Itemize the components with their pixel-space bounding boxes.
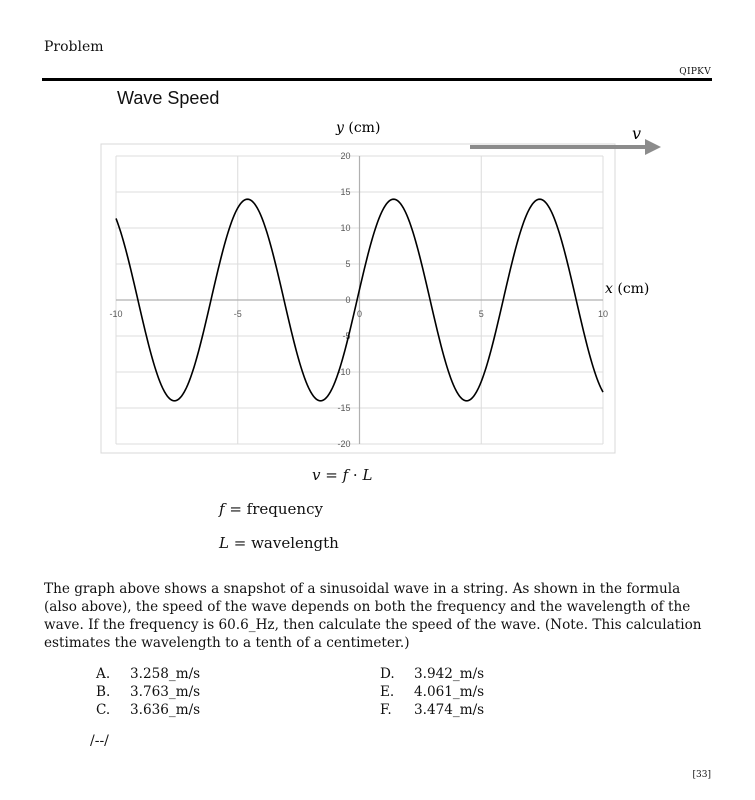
x-tick-label: -5 xyxy=(233,309,242,319)
wave-chart xyxy=(0,110,755,465)
y-tick-label: -10 xyxy=(337,367,351,377)
y-tick-label: -20 xyxy=(337,439,351,449)
frequency-definition: f = frequency xyxy=(219,500,323,518)
problem-statement: The graph above shows a snapshot of a sinusoidal wave in a string. As shown in the formula (also above), the speed of the wave depends on both the frequency and the wavelength of the wave. If the frequency is 60.6_Hz, then calculate the speed of the wave. (Note. This calculation estimates the wavelength to a tenth of a centimeter.) xyxy=(44,581,702,651)
y-tick-label: 10 xyxy=(340,223,351,233)
y-axis-label: y (cm) xyxy=(336,120,381,136)
section-header: Problem xyxy=(44,39,104,55)
answer-mark: /--/ xyxy=(90,733,109,749)
x-tick-label: 10 xyxy=(597,309,609,319)
y-tick-label: 20 xyxy=(340,151,351,161)
x-axis-label: x (cm) xyxy=(605,281,650,297)
x-tick-label: 0 xyxy=(356,309,363,319)
y-tick-label: 0 xyxy=(345,295,351,305)
page-number: [33] xyxy=(692,770,711,780)
problem-title: Wave Speed xyxy=(117,88,220,108)
x-tick-label: 5 xyxy=(478,309,484,319)
wavelength-definition: L = wavelength xyxy=(219,534,339,552)
velocity-label: v xyxy=(632,124,642,143)
x-tick-label: -10 xyxy=(109,309,123,319)
y-tick-label: 5 xyxy=(345,259,351,269)
problem-code: QIPKV xyxy=(679,67,711,77)
y-tick-label: -5 xyxy=(342,331,351,341)
velocity-arrow-head xyxy=(645,139,661,155)
y-tick-label: -15 xyxy=(337,403,351,413)
y-tick-label: 15 xyxy=(340,187,351,197)
wave-speed-formula: v = f · L xyxy=(312,466,373,484)
header-rule xyxy=(42,78,712,81)
